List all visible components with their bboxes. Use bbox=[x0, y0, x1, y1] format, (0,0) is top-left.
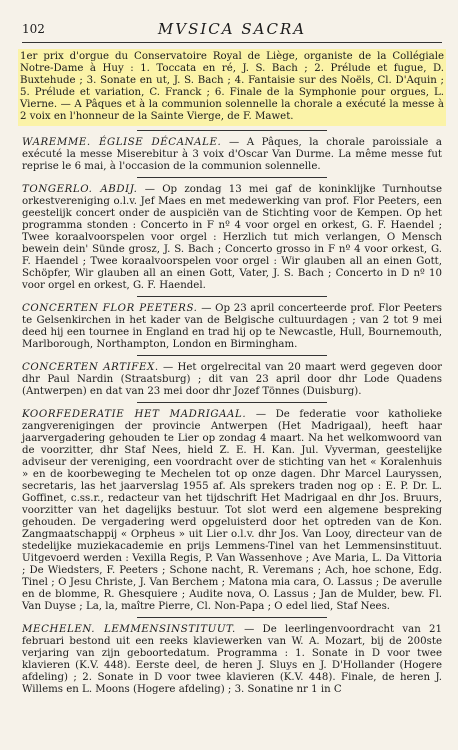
paragraph bbox=[22, 137, 442, 173]
divider bbox=[137, 296, 327, 297]
paragraph bbox=[22, 303, 442, 351]
paragraph-text: — A Pâques, la chorale paroissiale a exécuté la messe Miserebitur à 3 voix d'Oscar Van Durme. La même messe fut reprise le 6 mai, à l'occasion de la communion solennelle. bbox=[22, 137, 442, 172]
divider bbox=[137, 130, 327, 131]
section-heading: TONGERLO. ABDIJ. bbox=[22, 184, 138, 195]
divider bbox=[137, 355, 327, 356]
section-tongerlo bbox=[22, 184, 442, 292]
divider bbox=[137, 402, 327, 403]
paragraph bbox=[22, 184, 442, 292]
page-header bbox=[22, 20, 442, 43]
highlighted-paragraph bbox=[18, 49, 446, 126]
section-heading: MECHELEN. LEMMENSINSTITUUT. bbox=[22, 624, 236, 635]
paragraph-text: — De leerlingenvoordracht van 21 februari bestond uit een reeks klaviewerken van W. A. Mozart, bij de 200ste verjaring van zijn geboortedatum. Programma : 1. Sonate in D voor twee klavieren (K.V. 448). Eerste deel, de heren J. Sluys en J. D'Hollander (Hogere afdeling) ; 2. Sonate in D voor twee klavieren (K.V. 448). Finale, de heren J. Willems en L. Moons (Hogere afdeling) ; 3. Sonatine nr 1 in C bbox=[22, 624, 442, 695]
section-heading: CONCERTEN ARTIFEX. bbox=[22, 362, 159, 373]
section-heading: WAREMME. ÉGLISE DÉCANALE. bbox=[22, 137, 222, 148]
paragraph-text: 1er prix d'orgue du Conservatoire Royal de Liège, organiste de la Collégiale Notre-Dame à Huy : 1. Toccata en ré, J. S. Bach ; 2. Prélude et fugue, D. Buxtehude ; 3. Sonate en ut, J. S. Bach ; 4. Fantaisie sur des Noëls, Cl. D'Aquin ; 5. Prélude et variation, C. Franck ; 6. Finale de la Symphonie pour orgues, L. Vierne. — A Pâques et à la communion solennelle la chorale a exécuté la messe à 2 voix en l'honneur de la Sainte Vierge, de F. Mawet. bbox=[20, 51, 444, 122]
section-heading: KOORFEDERATIE HET MADRIGAAL. bbox=[22, 409, 247, 420]
paragraph-text: — Het orgelrecital van 20 maart werd gegeven door dhr Paul Nardin (Straatsburg) ; dit van 23 april door dhr Lode Quadens (Antwerpen) en dat van 23 mei door dhr Jozef Tönnes (Duisburg). bbox=[22, 362, 442, 397]
paragraph-text: — Op 23 april concerteerde prof. Flor Peeters te Gelsenkirchen in het kader van de Belgische cultuurdagen ; van 2 tot 9 mei deed hij een tournee in England en trad hij op te Newcastle, Hull, Bournemouth, Marlborough, Northampton, London en Birmingham. bbox=[22, 303, 443, 350]
section-madrigaal bbox=[22, 409, 442, 613]
section-artifex bbox=[22, 362, 442, 398]
divider bbox=[137, 617, 327, 618]
paragraph-text: — Op zondag 13 mei gaf de koninklijke Turnhoutse orkestvereniging o.l.v. Jef Maes en met medewerking van prof. Flor Peeters, een geestelijk concert onder de auspiciën van de Stichting voor de Kempen. Op het programma stonden : Concerto in F nº 4 voor orgel en orkest, G. F. Haendel ; Twee koraalvoorspelen voor orgel : Herzlich tut mich verlangen, O Mensch bewein dein' Sünde grosz, J. S. Bach ; Concerto grosso in F nº 4 voor orkest, G. F. Haendel ; Twee koraalvoorspelen voor orgel : Wir glauben all an einen Gott, Schöpfer, Wir glauben all an einen Gott, Vater, J. S. Bach ; Concerto in D nº 10 voor orgel en orkest, G. F. Haendel. bbox=[22, 184, 443, 291]
section-waremme bbox=[22, 137, 442, 173]
divider bbox=[137, 177, 327, 178]
section-flor-peeters bbox=[22, 303, 442, 351]
paragraph bbox=[22, 409, 442, 613]
paragraph bbox=[22, 362, 442, 398]
page-number: 102 bbox=[22, 22, 45, 36]
section-lemmensinstituut bbox=[22, 624, 442, 696]
paragraph bbox=[22, 624, 442, 696]
section-heading: CONCERTEN FLOR PEETERS. bbox=[22, 303, 198, 314]
running-title: MVSICA SACRA bbox=[157, 20, 307, 38]
section-organ-recital bbox=[22, 49, 442, 126]
paragraph-text: — De federatie voor katholieke zangverenigingen der provincie Antwerpen (Het Madrigaal), heeft haar jaarvergadering gehouden te Lier op zondag 4 maart. Na het welkomwoord van de voorzitter, dhr Staf Nees, hield Z. E. H. Kan. Jul. Vyverman, geestelijke adviseur der vereniging, een voordracht over de stichting van het « Koralenhuis » en de koorbeweging te Mechelen tot op onze dagen. Dhr Marcel Lauryssen, secretaris, las het jaarverslag 1955 af. Als sprekers traden nog op : E. P. Dr. L. Goffinet, c.ss.r., redacteur van het tijdschrift Het Madrigaal en dhr Jos. Bruurs, voorzitter van het dagelijks bestuur. Tot slot werd een algemene bespreking gehouden. De vergadering werd opgeluisterd door het optreden van de Kon. Zangmaatschappij « Orpheus » uit Lier o.l.v. dhr Jos. Van Looy, directeur van de stedelijke muziekacademie en prijs Lemmens-Tinel van het Lemmensinstituut. Uitgevoerd werden : Vexilla Regis, P. Van Wassenhove ; Ave Maria, L. Da Vittoria ; De Wiedsters, F. Peeters ; Schone nacht, R. Veremans ; Ach, hoe schone, Edg. Tinel ; O Jesu Christe, J. Van Berchem ; Matona mia cara, O. Lassus ; De averulle en de blomme, R. Ghesquiere ; Audite nova, O. Lassus ; Jan de Mulder, bew. Fl. Van Duyse ; La, la, maître Pierre, Cl. Non-Papa ; O edel lied, Staf Nees. bbox=[22, 409, 442, 612]
